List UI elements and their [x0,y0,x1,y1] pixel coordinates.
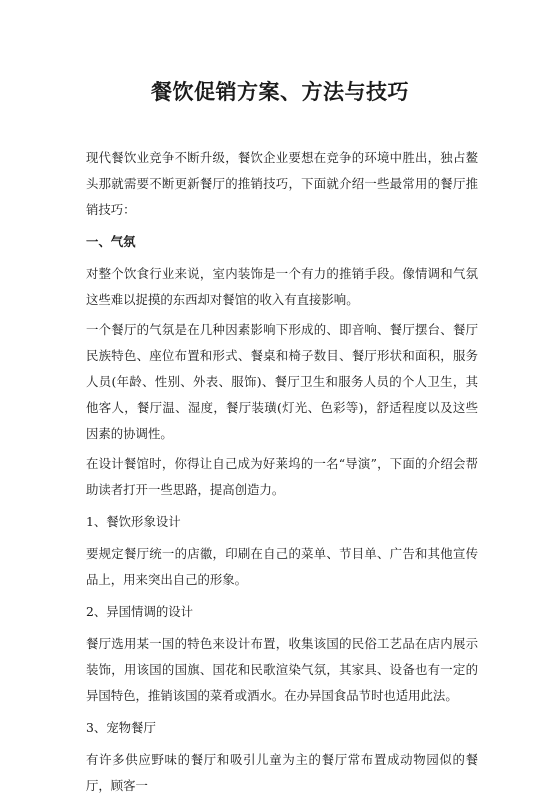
subheading-exotic-design: 2、异国情调的设计 [86,604,194,619]
document-body [86,145,478,803]
paragraph: 在设计餐馆时，你得让自己成为好莱坞的一名“导演”，下面的介绍会帮助读者打开一些思路，提高创造力。 [86,456,478,497]
paragraph: 对整个饮食行业来说，室内装饰是一个有力的推销手段。像情调和气氛这些难以捉摸的东西却对餐馆的收入有直接影响。 [86,266,478,307]
intro-paragraph: 现代餐饮业竞争不断升级，餐饮企业要想在竞争的环境中胜出，独占鳌头那就需要不断更新餐厅的推销技巧，下面就介绍一些最常用的餐厅推销技巧： [86,150,478,217]
paragraph: 要规定餐厅统一的店徽，印刷在自己的菜单、节目单、广告和其他宣传品上，用来突出自己的形象。 [86,546,478,587]
section-heading-atmosphere: 一、气氛 [86,234,136,249]
subheading-pet-restaurant: 3、宠物餐厅 [86,720,156,735]
paragraph: 一个餐厅的气氛是在几种因素影响下形成的、即音响、餐厅摆台、餐厅民族特色、座位布置和形式、餐桌和椅子数目、餐厅形状和面积，服务人员(年龄、性别、外表、服饰)、餐厅卫生和服务人员的个人卫生，其他客人，餐厅温、湿度，餐厅装璜(灯光、色彩等)，舒适程度以及这些因素的协调性。 [86,322,478,441]
paragraph: 餐厅选用某一国的特色来设计布置，收集该国的民俗工艺品在店内展示装饰，用该国的国旗、国花和民歌渲染气氛，其家具、设备也有一定的异国特色，推销该国的菜肴或酒水。在办异国食品节时也适用此法。 [86,636,478,703]
paragraph: 有许多供应野味的餐厅和吸引儿童为主的餐厅常布置成动物园似的餐厅，顾客一 [86,752,478,793]
subheading-image-design: 1、餐饮形象设计 [86,514,181,529]
document-title: 餐饮促销方案、方法与技巧 [151,79,409,104]
